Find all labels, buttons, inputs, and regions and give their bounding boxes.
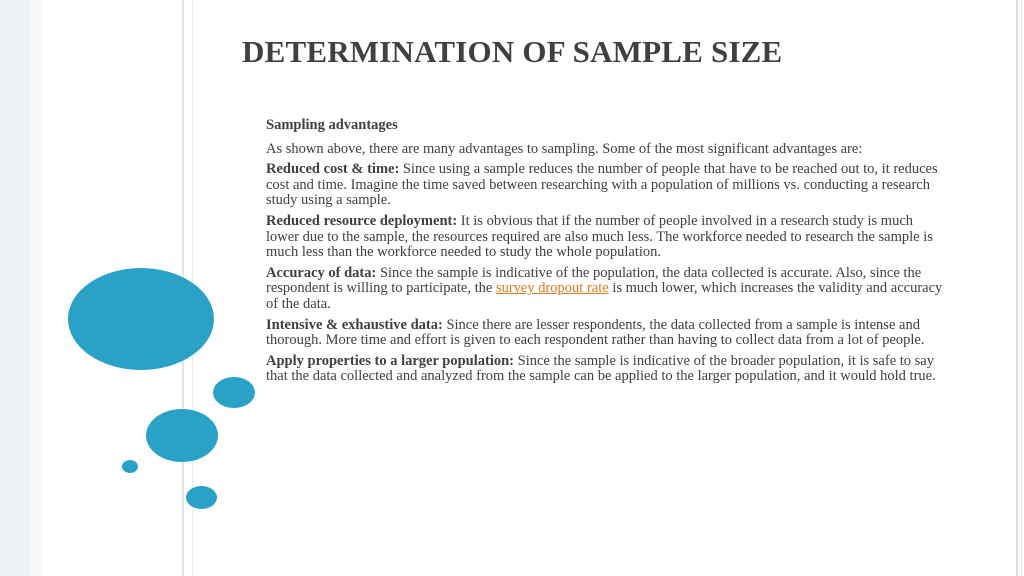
decorative-circle-small (213, 377, 255, 408)
advantage-text: Since there are lesser respondents, the data collected from a sample is intense and thorough. More time and effort is given to each respondent rather than having to collect data from a lot of people. (266, 316, 925, 349)
advantage-text: Since the sample is indicative of the broader population, it is safe to say that the data collected and analyzed from the sample can be applied to the larger population, and it would hold true. (266, 352, 936, 385)
advantage-term: Accuracy of data: (266, 264, 377, 281)
survey-dropout-rate-link[interactable]: survey dropout rate (495, 280, 609, 297)
advantage-item-larger-population (266, 354, 946, 385)
advantage-item-accuracy (266, 266, 946, 313)
advantage-item-cost-time (266, 162, 946, 209)
advantage-item-resource (266, 214, 946, 261)
decorative-circle-small-bottom (186, 486, 217, 509)
left-band-inner (30, 0, 42, 576)
advantage-text: It is obvious that if the number of people involved in a research study is much lower due to the sample, the resources required are also much less. The workforce needed to research the sample is much less than the workforce needed to study the whole population. (266, 212, 933, 261)
advantage-term: Intensive & exhaustive data: (266, 316, 443, 333)
advantage-term: Reduced resource deployment: (266, 212, 458, 229)
right-border-line (1016, 0, 1018, 576)
slide-body (266, 118, 946, 390)
slide-title: DETERMINATION OF SAMPLE SIZE (242, 34, 783, 69)
right-border-line-thin (1021, 0, 1022, 576)
advantage-term: Apply properties to a larger population: (266, 352, 514, 369)
decorative-circle-tiny (122, 460, 138, 473)
left-band-outer (0, 0, 30, 576)
section-heading: Sampling advantages (266, 117, 398, 133)
intro-paragraph: As shown above, there are many advantages to sampling. Some of the most significant advantages are: (266, 140, 863, 157)
advantage-text-after-link: is much lower, which increases the validity and accuracy of the data. (266, 280, 943, 312)
advantage-text: Since using a sample reduces the number of people that have to be reached out to, it reduces cost and time. Imagine the time saved between researching with a population of millions vs. conducting a research study using a sample. (266, 161, 938, 209)
advantage-text-before-link: Since the sample is indicative of the population, the data collected is accurate. Also, since the respondent is willing to participate, the (266, 264, 922, 297)
advantage-term: Reduced cost & time: (266, 161, 400, 178)
advantage-item-intensive (266, 318, 946, 349)
decorative-circle-medium (146, 409, 218, 462)
decorative-circle-large (68, 268, 214, 370)
